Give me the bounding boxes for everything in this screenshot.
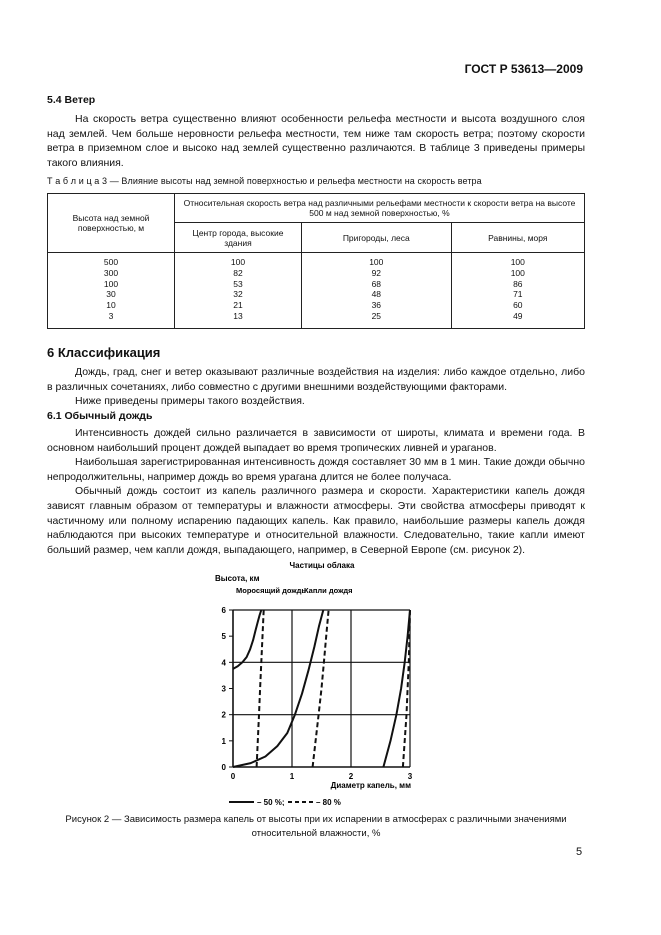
table-header-group: Относительная скорость ветра над различными рельефами местности к скорости ветра на высоте 500 м над земной поверхностью, % (175, 194, 585, 223)
table-cell: 21 (175, 300, 302, 311)
table-3-block (47, 176, 585, 329)
section-5-4-title: 5.4 Ветер (47, 94, 96, 106)
table-row (48, 300, 585, 311)
table-cell: 48 (302, 289, 452, 300)
section-6 (47, 345, 585, 409)
table-header-height: Высота над земной поверхностью, м (48, 194, 175, 253)
table-3 (47, 193, 585, 329)
chart-title: Частицы облака (289, 561, 355, 570)
chart-xlabel: Диаметр капель, мм (330, 781, 411, 790)
y-tick-label: 1 (221, 736, 226, 746)
y-tick-label: 5 (221, 632, 226, 642)
annotation-drizzle: Моросящий дождь (236, 586, 307, 595)
table-cell: 100 (451, 253, 584, 268)
table-cell: 82 (175, 268, 302, 279)
x-tick-label: 0 (230, 772, 236, 781)
standard-number: ГОСТ Р 53613—2009 (464, 62, 583, 76)
y-tick-label: 2 (221, 710, 226, 720)
legend-solid-label: – 50 %; (257, 798, 285, 806)
table-cell: 100 (451, 268, 584, 279)
table-row (48, 311, 585, 328)
table-cell: 86 (451, 279, 584, 290)
chart-series-line (313, 610, 329, 767)
chart-series-group (233, 610, 410, 767)
x-tick-label: 2 (348, 772, 354, 781)
page-number: 5 (576, 846, 583, 858)
table-cell: 53 (175, 279, 302, 290)
table-row (48, 268, 585, 279)
chart-series-line (233, 610, 323, 767)
section-6-paragraph: Дождь, град, снег и ветер оказывают различные воздействия на изделия: либо каждое отдельно, либо в различных сочетаниях, либо совместно с другими внешними воздействующими факторами. (47, 366, 585, 393)
figure-2-caption: Рисунок 2 — Зависимость размера капель от высоты при их испарении в атмосферах с различными значениями относительной влажности, % (65, 814, 567, 839)
table-header-plains: Равнины, моря (451, 223, 584, 253)
table-cell: 49 (451, 311, 584, 328)
y-tick-label: 0 (221, 763, 226, 772)
section-5-4 (47, 94, 585, 170)
table-cell: 100 (302, 253, 452, 268)
section-6-title: 6 Классификация (47, 345, 161, 360)
section-6-1-paragraph: Обычный дождь состоит из капель различного размера и скорости. Характеристики капель дождя зависят главным образом от температуры и влажности атмосферы. Эти свойства атмосферы приводят к частичному или полному испарению падающих капель. Как правило, наибольшие размеры капель дождя наблюдаются при высоких температуре и относительной влажности. Следовательно, такие капли имеют больший размер, чем капли дождя, выпадающего, например, в Северной Европе (см. рисунок 2). (47, 485, 585, 556)
table-cell: 30 (48, 289, 175, 300)
table-cell: 300 (48, 268, 175, 279)
table-row (48, 253, 585, 268)
table-cell: 68 (302, 279, 452, 290)
table-3-caption: Т а б л и ц а 3 — Влияние высоты над земной поверхностью и рельефа местности на скорость ветра (47, 176, 482, 186)
x-tick-label: 3 (407, 772, 413, 781)
table-cell: 100 (48, 279, 175, 290)
section-6-1 (47, 410, 585, 557)
section-6-paragraph: Ниже приведены примеры такого воздействия. (75, 395, 305, 408)
chart-series-line (403, 610, 410, 767)
table-cell: 36 (302, 300, 452, 311)
legend-dashed-label: – 80 % (316, 798, 341, 806)
section-6-1-paragraph: Интенсивность дождей сильно различается в зависимости от широты, климата и времени года. В основном наибольший процент дождей выпадает во время тропических ливней и ураганов. (47, 427, 585, 454)
table-cell: 3 (48, 311, 175, 328)
chart-series-line (383, 610, 410, 767)
chart-ylabel: Высота, км (215, 574, 260, 583)
table-row (48, 289, 585, 300)
chart-grid (233, 610, 410, 767)
y-tick-label: 4 (221, 658, 226, 668)
table-cell: 32 (175, 289, 302, 300)
y-tick-label: 6 (221, 606, 226, 615)
x-tick-label: 1 (289, 772, 295, 781)
table-header-suburbs: Пригороды, леса (302, 223, 452, 253)
section-5-4-text: На скорость ветра существенно влияют особенности рельефа местности и высота воздушного слоя над землей. Чем больше неровности рельефа местности, тем ниже там скорость ветра; поэтому скорости ветра в приземном слое и высоко над землей существенно различаются. В таблице 3 приведены примеры такого влияния. (47, 113, 585, 169)
table-cell: 13 (175, 311, 302, 328)
table-header-city: Центр города, высокие здания (175, 223, 302, 253)
figure-2-chart (0, 556, 661, 806)
section-6-1-paragraph: Наибольшая зарегистрированная интенсивность дождя составляет 30 мм в 1 мин. Такие дожди обычно непродолжительны, например дождь во время урагана длится не более получаса. (47, 456, 585, 483)
chart-series-line (257, 610, 264, 767)
table-row (48, 279, 585, 290)
table-cell: 71 (451, 289, 584, 300)
table-cell: 10 (48, 300, 175, 311)
table-cell: 60 (451, 300, 584, 311)
annotation-raindrops: Капли дождя (304, 586, 353, 595)
section-6-1-title: 6.1 Обычный дождь (47, 410, 153, 422)
table-cell: 92 (302, 268, 452, 279)
y-tick-label: 3 (221, 684, 226, 694)
chart-series-line (233, 610, 261, 669)
table-cell: 25 (302, 311, 452, 328)
table-cell: 100 (175, 253, 302, 268)
table-cell: 500 (48, 253, 175, 268)
